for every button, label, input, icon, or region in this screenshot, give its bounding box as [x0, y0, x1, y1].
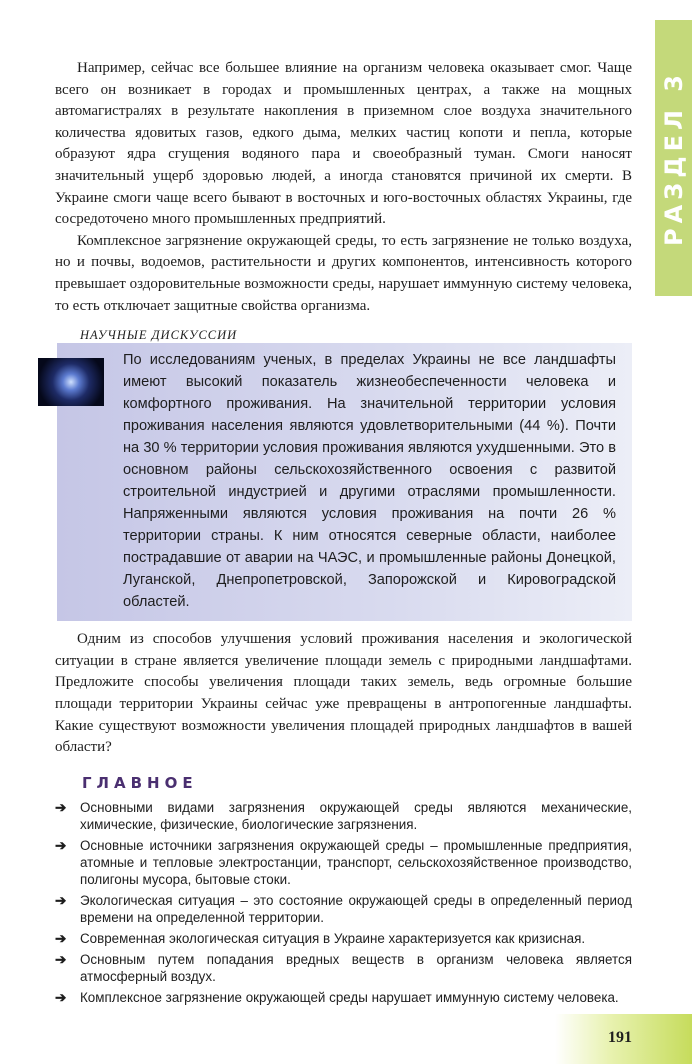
list-item-text: Экологическая ситуация – это состояние окружающей среды в определенный период времени на определенной территории. — [80, 892, 632, 925]
list-item — [55, 799, 632, 833]
arrow-icon: ➔ — [55, 892, 67, 908]
discussion-title: НАУЧНЫЕ ДИСКУССИИ — [80, 328, 238, 343]
list-item-text: Основными видами загрязнения окружающей среды являются механические, химические, физические, биологические загрязнения. — [80, 799, 632, 832]
page-number-band — [555, 1014, 692, 1064]
list-item — [55, 951, 632, 985]
paragraph-smog: Например, сейчас все большее влияние на организм человека оказывает смог. Чаще всего он возникает в городах и промышленных центрах, а также на мощных автомагистралях в результате накопления в приземном слое воздуха значительного количества ядовитых газов, едкого дыма, мелких частиц копоти и пепла, которые образуют ядра сгущения водяного пара и своеобразный туман. Смоги наносят значительный ущерб здоровью людей, а иногда становятся причиной их смерти. В Украине смоги чаще всего бывают в восточных и юго-восточных областях Украины, где сосредоточено много промышленных предприятий. — [55, 60, 632, 228]
section-tab — [655, 20, 692, 296]
list-item — [55, 837, 632, 888]
list-item-text: Основным путем попадания вредных веществ в организм человека является атмосферный воздух. — [80, 951, 632, 984]
page-number: 191 — [608, 1028, 632, 1046]
list-item — [55, 930, 632, 947]
summary-list — [55, 799, 632, 1006]
list-item — [55, 989, 632, 1006]
discussion-text: По исследованиям ученых, в пределах Украины не все ландшафты имеют высокий показатель жизнеобеспеченности человека и комфортного проживания. На значительной территории условия проживания населения являются удовлетворительными (44 %). Почти на 30 % территории условия проживания являются ухудшенными. Это в основном районы сельскохозяйственного освоения с развитой строительной индустрией и другими отраслями промышленности. Напряженными являются условия проживания на почти 26 % территории страны. К ним относятся северные области, наиболее пострадавшие от аварии на ЧАЭС, и промышленные районы Донецкой, Луганской, Днепропетровской, Запорожской и Кировоградской областей. — [123, 352, 616, 611]
list-item-text: Современная экологическая ситуация в Украине характеризуется как кризисная. — [80, 930, 586, 946]
discussion-box — [57, 343, 632, 621]
arrow-icon: ➔ — [55, 989, 67, 1005]
arrow-icon: ➔ — [55, 951, 67, 967]
list-item-text: Основные источники загрязнения окружающей среды – промышленные предприятия, атомные и тепловые электростанции, транспорт, сельскохозяйственное производство, полигоны мусора, бытовые стоки. — [80, 837, 632, 887]
arrow-icon: ➔ — [55, 837, 67, 853]
list-item-text: Комплексное загрязнение окружающей среды нарушает иммунную систему человека. — [80, 989, 619, 1005]
arrow-icon: ➔ — [55, 799, 67, 815]
paragraph-complex-pollution: Комплексное загрязнение окружающей среды, то есть загрязнение не только воздуха, но и почвы, водоемов, растительности и других компонентов, интенсивность которого превышает оздоровительные возможности среды, нарушает иммунную систему человека, то есть отключает защитные свойства организма. — [55, 232, 632, 314]
arrow-icon: ➔ — [55, 930, 67, 946]
galaxy-image — [38, 358, 104, 406]
summary-title: ГЛАВНОЕ — [82, 773, 198, 792]
list-item — [55, 892, 632, 926]
page-content — [55, 0, 632, 1064]
section-tab-label: РАЗДЕЛ 3 — [659, 70, 688, 246]
paragraph-landscapes: Одним из способов улучшения условий проживания населения и экологической ситуации в стране является увеличение площади земель с природными ландшафтами. Предложите способы увеличения площади таких земель, ведь огромные большие площади территории Украины сейчас уже превращены в антропогенные ландшафты. Какие существуют возможности увеличения площадей природных ландшафтов в вашей области? — [55, 631, 632, 756]
